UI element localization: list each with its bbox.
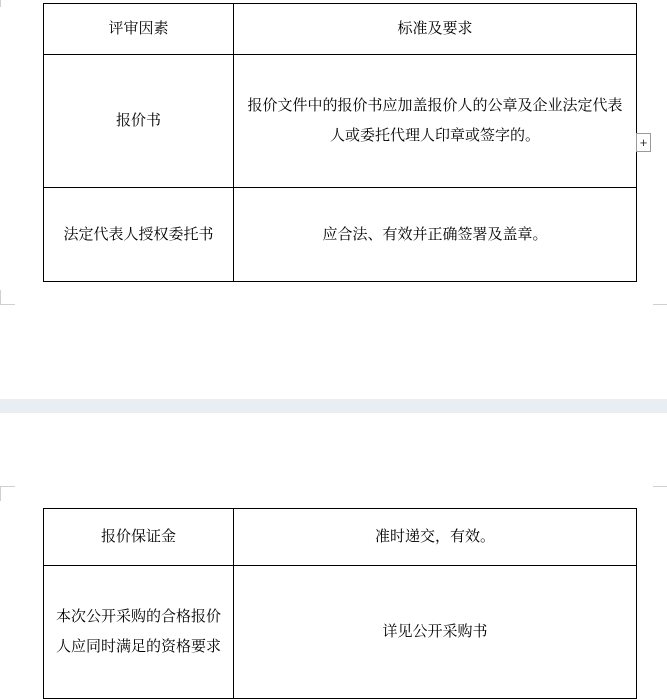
row-requirement-qualification: 详见公开采购书: [234, 566, 637, 699]
table-row: [44, 188, 637, 282]
crop-mark-page2-top-right: [653, 486, 667, 501]
evaluation-criteria-table-page1: [43, 3, 637, 282]
row-factor-qualification: 本次公开采购的合格报价人应同时满足的资格要求: [44, 566, 234, 699]
row-requirement-authorization: 应合法、有效并正确签署及盖章。: [234, 188, 637, 282]
table-row: [44, 509, 637, 566]
row-factor-authorization: 法定代表人授权委托书: [44, 188, 234, 282]
page-break-separator: [0, 399, 667, 413]
table-header-requirement: 标准及要求: [234, 4, 637, 55]
table-header-row: [44, 4, 637, 55]
expand-table-button[interactable]: +: [636, 133, 651, 152]
crop-mark-top-right: [653, 0, 667, 7]
crop-mark-top-left: [0, 0, 15, 7]
row-factor-quote: 报价书: [44, 55, 234, 188]
crop-mark-page2-top-left: [0, 486, 15, 501]
crop-mark-bottom-right: [653, 290, 667, 305]
row-factor-bond: 报价保证金: [44, 509, 234, 566]
table-row: [44, 55, 637, 188]
evaluation-criteria-table-page2: [43, 508, 637, 699]
row-requirement-bond: 准时递交，有效。: [234, 509, 637, 566]
crop-mark-bottom-left: [0, 290, 15, 305]
table-header-factor: 评审因素: [44, 4, 234, 55]
table-row: [44, 566, 637, 699]
row-requirement-quote: 报价文件中的报价书应加盖报价人的公章及企业法定代表人或委托代理人印章或签字的。: [234, 55, 637, 188]
